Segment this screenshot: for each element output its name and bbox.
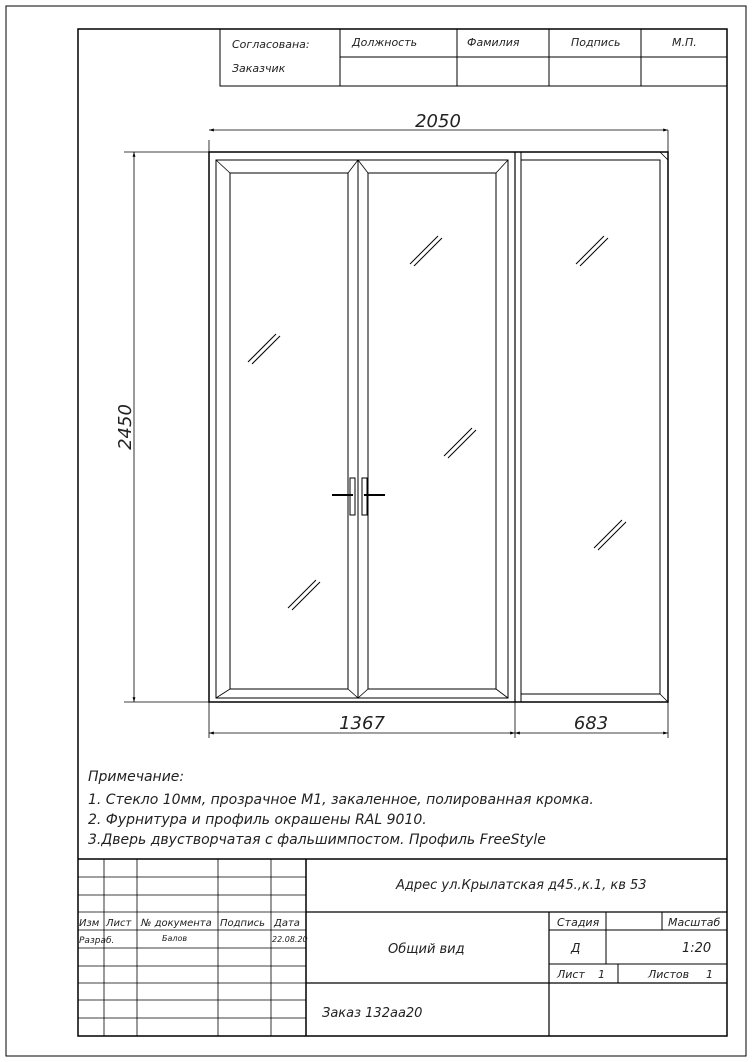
scale-label: Масштаб (668, 916, 721, 929)
agreed-label: Согласована: (232, 38, 310, 51)
seal-header: М.П. (672, 36, 697, 49)
developer-name: Балов (162, 934, 188, 943)
approval-table (220, 29, 727, 86)
outer-border (6, 6, 746, 1056)
height-label: 2450 (115, 404, 136, 450)
surname-header: Фамилия (467, 36, 520, 49)
note-line-3: 3.Дверь двустворчатая с фальшимпостом. Профиль FreeStyle (88, 832, 546, 848)
sheet-label: Лист (557, 968, 585, 981)
door-width-label: 1367 (339, 713, 385, 734)
note-line-2: 2. Фурнитура и профиль окрашены RAL 9010. (88, 812, 427, 828)
col-date: Дата (274, 918, 300, 929)
customer-label: Заказчик (232, 62, 286, 75)
drawing-name: Общий вид (388, 942, 465, 957)
col-sign: Подпись (220, 918, 265, 929)
stage-label: Стадия (557, 916, 600, 929)
notes (88, 769, 594, 848)
developed-label: Разраб. (79, 936, 115, 946)
notes-title: Примечание: (88, 769, 185, 785)
fixed-width-label: 683 (573, 713, 609, 734)
dimension-bottom (209, 702, 668, 738)
dimension-height (115, 152, 209, 702)
note-line-1: 1. Стекло 10мм, прозрачное М1, закаленное, полированная кромка. (88, 792, 594, 808)
address-label: Адрес ул.Крылатская д45.,к.1, кв 53 (396, 878, 647, 893)
stage-value: Д (571, 941, 581, 955)
sheets-value: 1 (706, 968, 713, 981)
dimension-total-width (209, 111, 668, 152)
scale-value: 1:20 (682, 941, 712, 956)
sheet-value: 1 (598, 968, 605, 981)
order-label: Заказ 132аа20 (322, 1006, 423, 1021)
door-assembly (209, 152, 668, 702)
total-width-label: 2050 (415, 111, 461, 132)
col-change: Изм (79, 918, 100, 929)
col-sheet: Лист (106, 918, 132, 929)
title-block (78, 859, 727, 1036)
signature-header: Подпись (571, 36, 621, 49)
col-doc: № документа (141, 918, 212, 929)
position-header: Должность (352, 36, 418, 49)
sheets-label: Листов (648, 968, 690, 981)
date-value: 22.08.20 (272, 935, 308, 944)
